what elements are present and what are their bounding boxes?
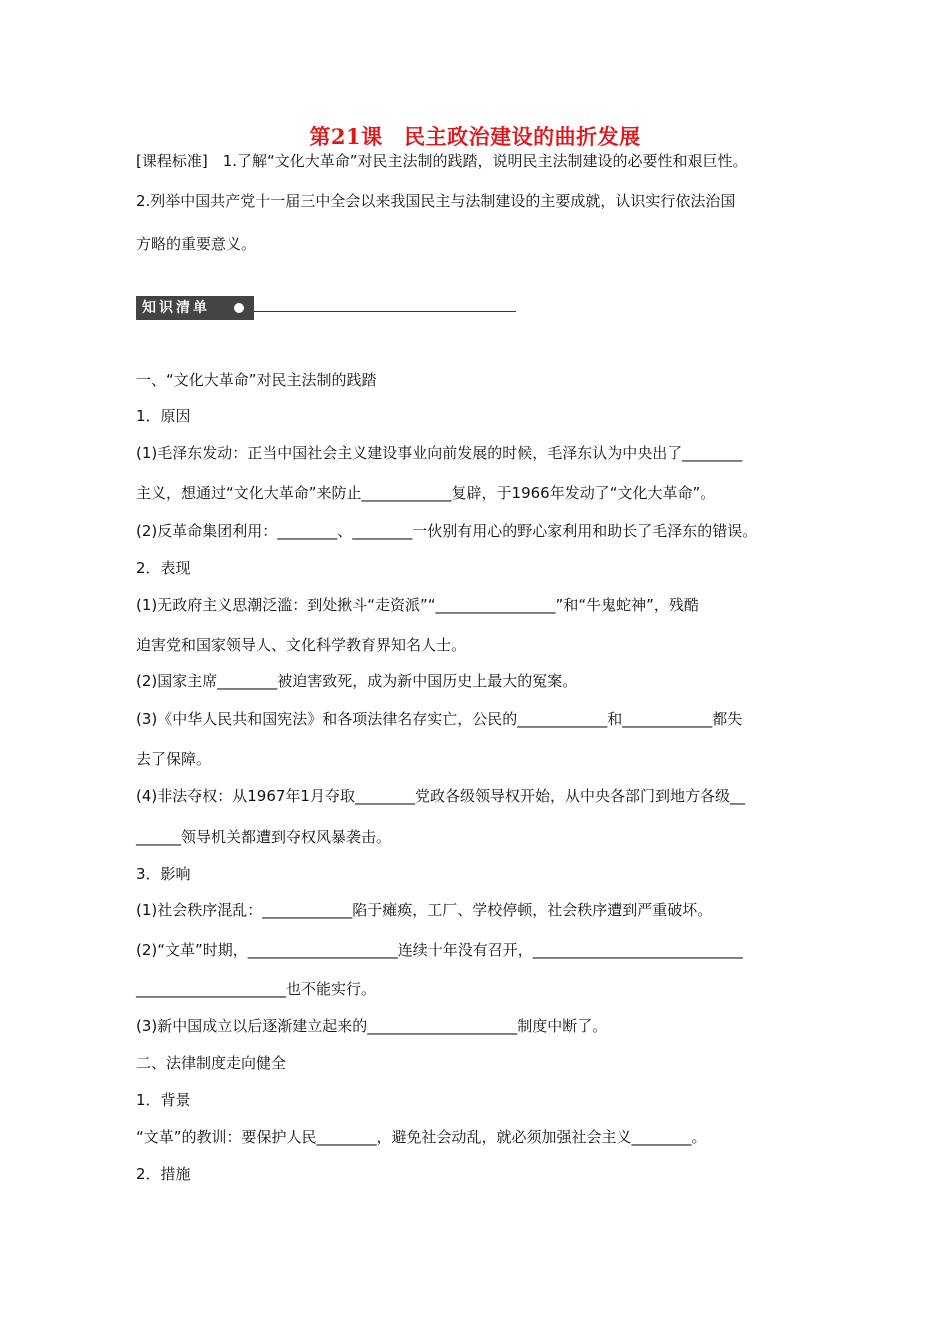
text-line: (1)毛泽东发动：正当中国社会主义建设事业向前发展的时候，毛泽东认为中央出了________ bbox=[136, 444, 743, 462]
text-line: “文革”的教训：要保护人民________，避免社会动乱，就必须加强社会主义________。 bbox=[136, 1128, 707, 1146]
heading-section-1: 一、“文化大革命”对民主法制的践踏 bbox=[136, 371, 377, 389]
text-line: 主义，想通过“文化大革命”来防止____________复辟，于1966年发动了“文化大革命”。 bbox=[136, 484, 716, 502]
text-line: (2)国家主席________被迫害致死，成为新中国历史上最大的冤案。 bbox=[136, 672, 578, 690]
text-line: (1)无政府主义思潮泛滥：到处揪斗“走资派”“________________”和“牛鬼蛇神”，残酷 bbox=[136, 596, 699, 614]
course-standard-line-1: [课程标准] 1.了解“文化大革命”对民主法制的践踏，说明民主法制建设的必要性和艰巨性。 bbox=[136, 152, 748, 170]
text-line: ______领导机关都遭到夺权风暴袭击。 bbox=[136, 828, 392, 846]
knowledge-list-header bbox=[136, 296, 516, 322]
subheading-background: 1．背景 bbox=[136, 1091, 191, 1109]
text-line: (4)非法夺权：从1967年1月夺取________党政各级领导权开始，从中央各部门到地方各级__ bbox=[136, 787, 745, 805]
lesson-title: 第21课 民主政治建设的曲折发展 bbox=[309, 124, 641, 149]
text-line: 迫害党和国家领导人、文化科学教育界知名人士。 bbox=[136, 636, 467, 654]
subheading-impact: 3．影响 bbox=[136, 865, 191, 883]
knowledge-list-label: 知识清单 bbox=[142, 300, 210, 316]
text-line: 去了保障。 bbox=[136, 750, 212, 768]
header-divider bbox=[254, 311, 516, 312]
circle-icon bbox=[234, 303, 244, 313]
course-standard-line-2: 2.列举中国共产党十一届三中全会以来我国民主与法制建设的主要成就，认识实行依法治国 bbox=[136, 192, 736, 210]
text-line: (2)反革命集团利用：________、________一伙别有用心的野心家利用和助长了毛泽东的错误。 bbox=[136, 522, 758, 540]
text-line: (3)《中华人民共和国宪法》和各项法律名存实亡，公民的____________和____________都失 bbox=[136, 710, 743, 728]
subheading-manifestations: 2．表现 bbox=[136, 559, 191, 577]
course-standard-line-3: 方略的重要意义。 bbox=[136, 235, 257, 253]
heading-section-2: 二、法律制度走向健全 bbox=[136, 1054, 287, 1072]
text-line: ____________________也不能实行。 bbox=[136, 980, 377, 998]
subheading-measures: 2．措施 bbox=[136, 1165, 191, 1183]
text-line: (3)新中国成立以后逐渐建立起来的____________________制度中断了。 bbox=[136, 1017, 608, 1035]
text-line: (2)“文革”时期，____________________连续十年没有召开，____________________________ bbox=[136, 941, 743, 959]
subheading-causes: 1．原因 bbox=[136, 407, 191, 425]
text-line: (1)社会秩序混乱：____________陷于瘫痪，工厂、学校停顿，社会秩序遭到严重破坏。 bbox=[136, 901, 713, 919]
